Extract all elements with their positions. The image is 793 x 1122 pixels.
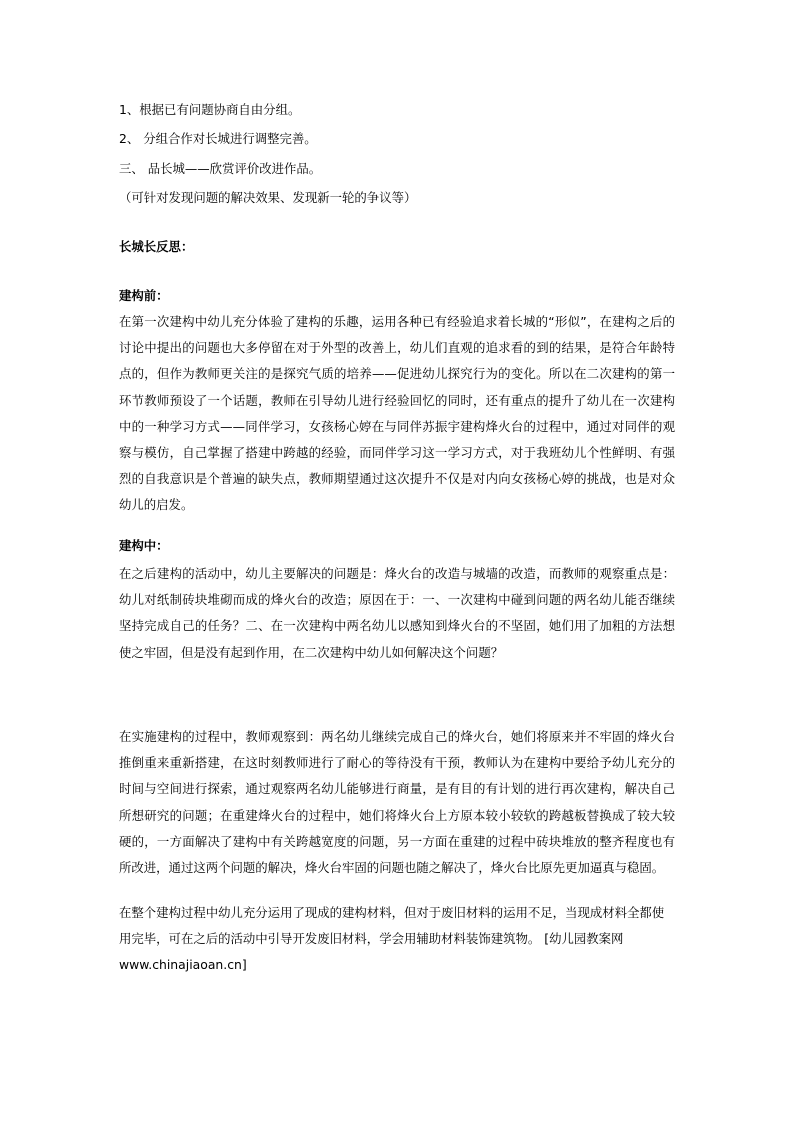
during-paragraph: 在之后建构的活动中，幼儿主要解决的问题是：烽火台的改造与城墙的改造，而教师的观察重点是：幼儿对纸制砖块堆砌而成的烽火台的改造；原因在于：一、一次建构中碰到问题的两名幼儿能否继续坚持完成自己的任务？二、在一次建构中两名幼儿以感知到烽火台的不坚固，她们用了加粗的方法想使之牢固，但是没有起到作用，在二次建构中幼儿如何解决这个问题？ [119,566,675,660]
step-note: （可针对发现问题的解决效果、发现新一轮的争议等） [119,190,417,205]
before-paragraph: 在第一次建构中幼儿充分体验了建构的乐趣，运用各种已有经验追求着长城的“形似”，在建构之后的讨论中提出的问题也大多停留在对于外型的改善上，幼儿们直观的追求看的到的结果，是符合年龄特点的，但作为教师更关注的是探究气质的培养——促进幼儿探究行为的变化。所以在二次建构的第一环节教师预设了一个话题，教师在引导幼儿进行经验回忆的同时，还有重点的提升了幼儿在一次建构中的一种学习方式——同伴学习，女孩杨心婷在与同伴苏振宇建构烽火台的过程中，通过对同伴的观察与模仿，自己掌握了搭建中跨越的经验，而同伴学习这一学习方式，对于我班幼儿个性鲜明、有强烈的自我意识是个普遍的缺失点，教师期望通过这次提升不仅是对内向女孩杨心婷的挑战，也是对众幼儿的启发。 [119,314,675,513]
step-1: 1、根据已有问题协商自由分组。 [119,102,301,117]
observation-paragraph: 在实施建构的过程中，教师观察到：两名幼儿继续完成自己的烽火台，她们将原来并不牢固的烽火台推倒重来重新搭建，在这时刻教师进行了耐心的等待没有干预，教师认为在建构中要给予幼儿充分的时间与空间进行探索，通过观察两名幼儿能够进行商量，是有目的有计划的进行再次建构，解决自己所想研究的问题；在重建烽火台的过程中，她们将烽火台上方原本较小较软的跨越板替换成了较大较硬的，一方面解决了建构中有关跨越宽度的问题，另一方面在重建的过程中砖块堆放的整齐程度也有所改进，通过这两个问题的解决，烽火台牢固的问题也随之解决了，烽火台比原先更加逼真与稳固。 [119,729,675,876]
reflection-title: 长城长反思： [119,239,194,254]
source-link[interactable]: www.chinajiaoan.cn] [119,957,247,973]
source-label: [幼儿园教案网 [544,931,624,947]
conclusion-paragraph [119,900,675,979]
step-3: 三、 品长城——欣赏评价改进作品。 [119,161,322,176]
during-heading: 建构中： [119,538,169,553]
step-2: 2、 分组合作对长城进行调整完善。 [119,131,317,146]
conclusion-text: 在整个建构过程中幼儿充分运用了现成的建构材料，但对于废旧材料的运用不足，当现成材料全都使用完毕，可在之后的活动中引导开发废旧材料，学会用辅助材料装饰建筑物。 [119,905,665,947]
before-heading: 建构前： [119,288,169,303]
